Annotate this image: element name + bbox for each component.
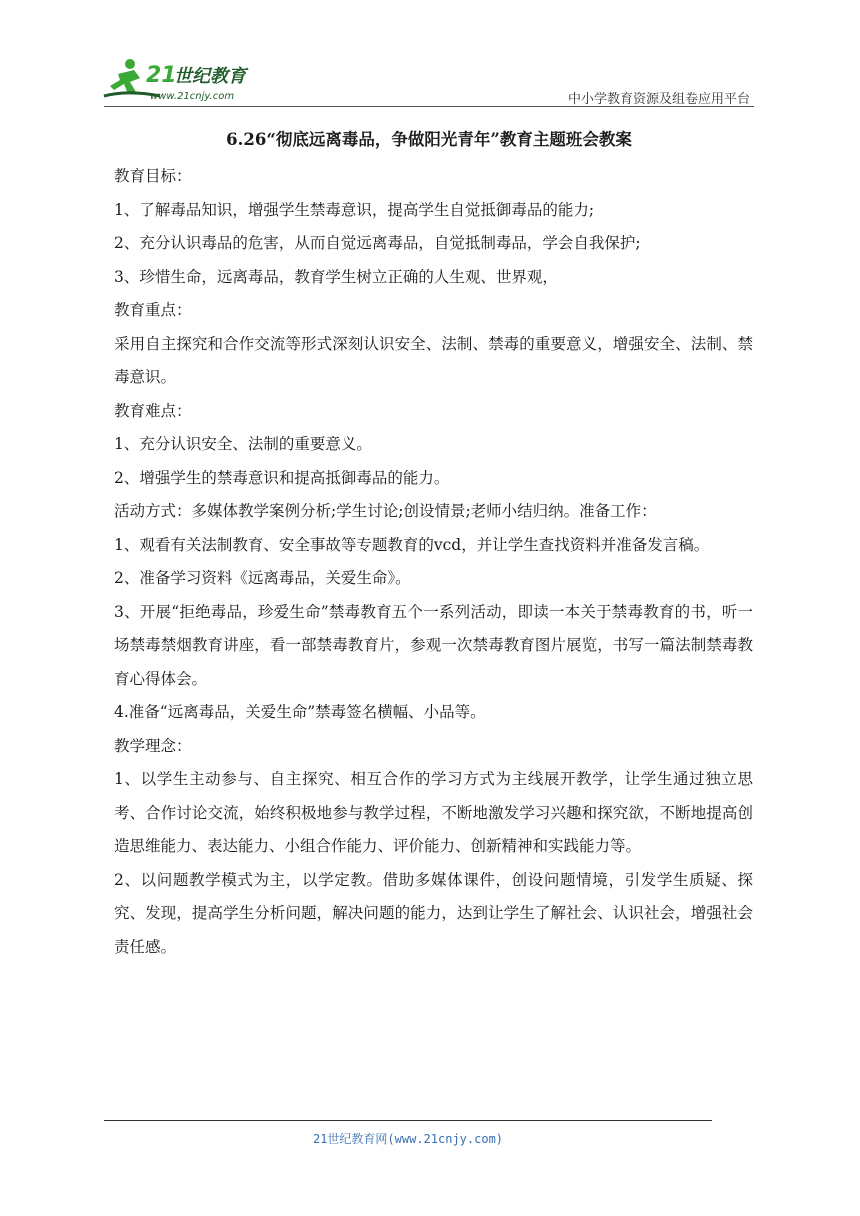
paragraph: 采用自主探究和合作交流等形式深刻认识安全、法制、禁毒的重要意义，增强安全、法制、禁毒意识。 [114,334,753,386]
paragraph: 2、以问题教学模式为主，以学定教。借助多媒体课件，创设问题情境，引发学生质疑、探究、发现，提高学生分析问题，解决问题的能力，达到让学生了解社会、认识社会，增强社会责任感。 [114,870,753,956]
paragraph: 教育难点： [114,401,192,420]
paragraph-list [105,160,753,964]
footer-link[interactable]: 21世纪教育网(www.21cnjy.com) [312,1132,504,1146]
document-title: 6.26“彻底远离毒品，争做阳光青年”教育主题班会教案 [226,130,632,149]
svg-text:21: 21 [146,63,177,88]
paragraph: 1、充分认识安全、法制的重要意义。 [114,435,372,453]
paragraph: 教学理念： [114,736,192,755]
paragraph: 4.准备“远离毒品，关爱生命”禁毒签名横幅、小品等。 [114,703,486,721]
header-divider [104,106,754,107]
document-body [105,126,753,964]
page-header [0,0,860,110]
paragraph: 1、以学生主动参与、自主探究、相互合作的学习方式为主线展开教学，让学生通过独立思考、合作讨论交流，始终积极地参与教学过程，不断地激发学习兴趣和探究欲，不断地提高创造思维能力、表达能力、小组合作能力、评价能力、创新精神和实践能力等。 [114,770,753,855]
paragraph: 活动方式：多媒体教学案例分析;学生讨论;创设情景;老师小结归纳。准备工作： [114,502,657,520]
paragraph: 3、开展“拒绝毒品，珍爱生命”禁毒教育五个一系列活动，即读一本关于禁毒教育的书，听一场禁毒禁烟教育讲座，看一部禁毒教育片，参观一次禁毒教育图片展览，书写一篇法制禁毒教育心得体会。 [114,602,753,688]
logo-text: 世纪教育 [174,66,246,87]
paragraph: 教育目标： [114,167,192,185]
platform-tagline: 中小学教育资源及组卷应用平台 [567,92,750,107]
paragraph: 2、增强学生的禁毒意识和提高抵御毒品的能力。 [114,468,450,487]
paragraph: 教育重点： [114,301,192,319]
runner-logo-icon [100,52,260,106]
paragraph: 1、了解毒品知识，增强学生禁毒意识，提高学生自觉抵御毒品的能力; [114,200,595,219]
paragraph: 3、珍惜生命，远离毒品，教育学生树立正确的人生观、世界观， [114,267,558,286]
paragraph: 2、充分认识毒品的危害，从而自觉远离毒品，自觉抵制毒品，学会自我保护; [114,234,641,252]
paragraph: 1、观看有关法制教育、安全事故等专题教育的vcd，并让学生查找资料并准备发言稿。 [114,535,710,554]
paragraph: 2、准备学习资料《远离毒品，关爱生命》。 [114,569,411,587]
site-logo[interactable] [100,52,260,106]
footer-divider [104,1120,712,1121]
logo-url: www.21cnjy.com [150,91,235,102]
